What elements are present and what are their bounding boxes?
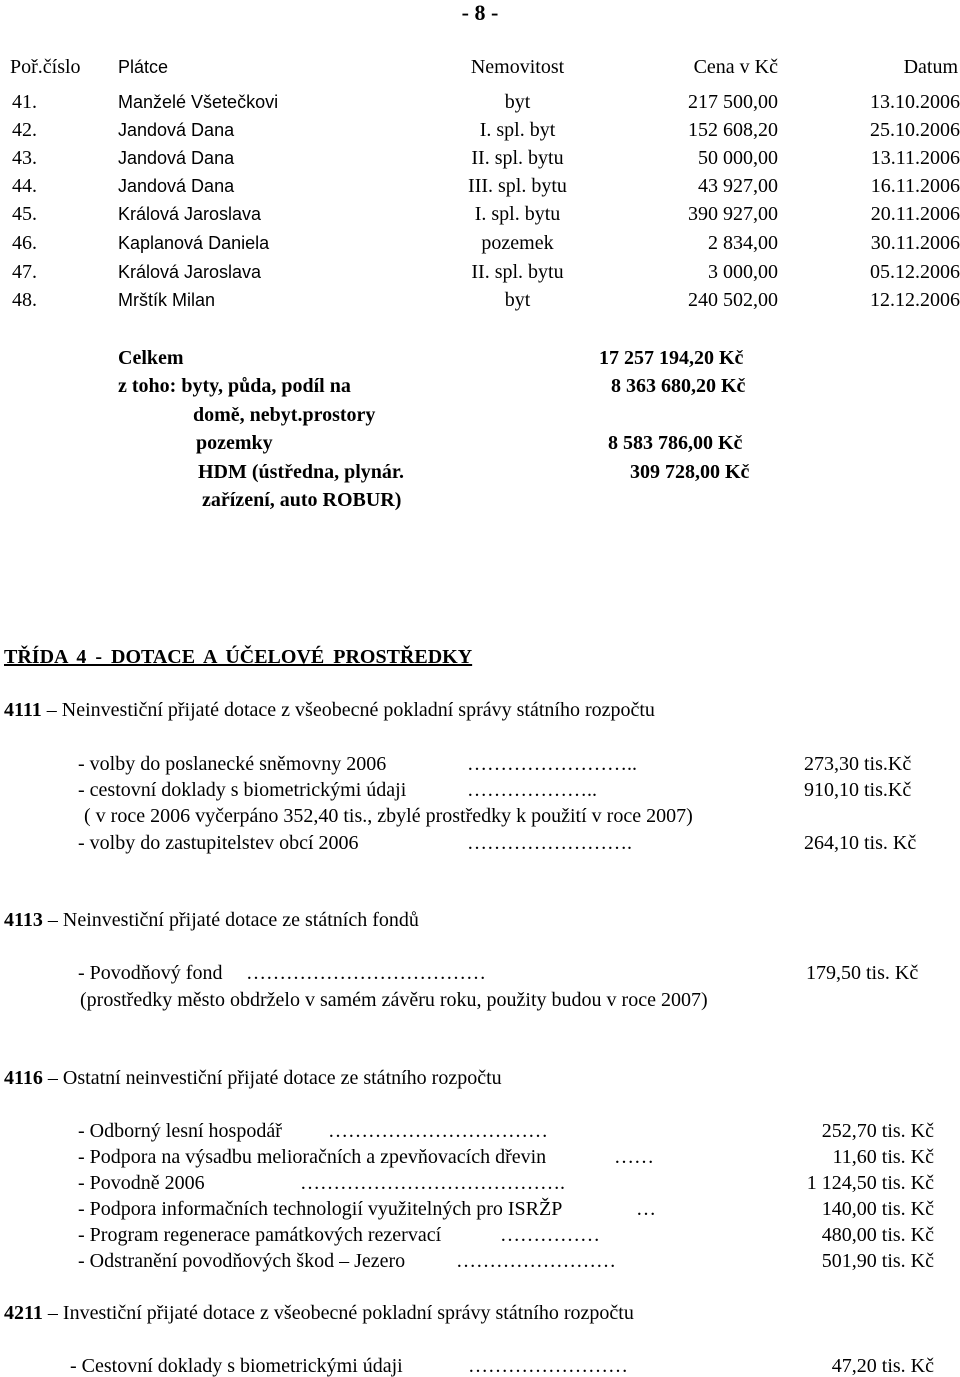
row-date: 30.11.2006 — [870, 232, 960, 254]
row-num: 46. — [12, 232, 37, 254]
section-4111-heading — [4, 700, 655, 720]
section-code: 4116 — [4, 1067, 43, 1089]
item-label: - volby do poslanecké sněmovny 2006 — [78, 753, 387, 775]
dash: – — [47, 1302, 63, 1324]
table-header — [0, 57, 960, 81]
row-date: 25.10.2006 — [870, 119, 960, 141]
header-payer: Plátce — [118, 57, 169, 77]
item-dots: …… — [614, 1146, 654, 1168]
hdm-label-line1: HDM (ústředna, plynár. — [198, 461, 404, 483]
item-value: 47,20 tis. Kč — [831, 1355, 934, 1377]
row-num: 45. — [12, 203, 37, 225]
item-value: 11,60 tis. Kč — [832, 1146, 934, 1168]
flats-label-line1: z toho: byty, půda, podíl na — [118, 375, 351, 397]
section-title: Neinvestiční přijaté dotace z všeobecné pokladní správy státního rozpočtu — [61, 699, 655, 721]
item-value: 1 124,50 tis. Kč — [806, 1172, 934, 1194]
row-price: 240 502,00 — [688, 289, 778, 311]
row-property: III. spl. bytu — [468, 175, 567, 197]
section-title: Neinvestiční přijaté dotace ze státních fondů — [62, 909, 419, 931]
item-label: - cestovní doklady s biometrickými údaji — [78, 779, 407, 801]
row-date: 16.11.2006 — [870, 175, 960, 197]
section-4211-heading — [4, 1303, 634, 1323]
item-value: 179,50 tis. Kč — [806, 962, 919, 984]
land-value: 8 583 786,00 Kč — [608, 432, 743, 454]
row-payer: Jandová Dana — [118, 176, 235, 196]
row-payer: Jandová Dana — [118, 148, 235, 168]
item-label: - Povodňový fond — [78, 962, 223, 984]
item-dots: …………………………… — [328, 1120, 548, 1142]
row-property: I. spl. byt — [479, 119, 556, 141]
item-label: - Podpora informačních technologií využitelných pro ISRŽP — [78, 1198, 563, 1220]
item-dots: …………………………………. — [300, 1172, 565, 1194]
section-title: Investiční přijaté dotace z všeobecné pokladní správy státního rozpočtu — [62, 1302, 634, 1324]
item-label: - Odborný lesní hospodář — [78, 1120, 282, 1142]
item-dots: …………………… — [456, 1250, 616, 1272]
row-date: 12.12.2006 — [870, 289, 960, 311]
row-num: 48. — [12, 289, 37, 311]
item-note: (prostředky město obdrželo v samém závěru roku, použity budou v roce 2007) — [80, 989, 708, 1011]
item-dots: …………………….. — [467, 753, 637, 775]
item-label: - Cestovní doklady s biometrickými údaji — [70, 1355, 403, 1377]
table-row — [0, 290, 960, 314]
section-code: 4211 — [4, 1302, 43, 1324]
row-num: 41. — [12, 91, 37, 113]
total-label: Celkem — [118, 347, 184, 369]
row-property: II. spl. bytu — [471, 147, 564, 169]
row-num: 44. — [12, 175, 37, 197]
section-code: 4111 — [4, 699, 42, 721]
item-dots: ……………………………… — [246, 962, 486, 984]
row-price: 3 000,00 — [708, 261, 778, 283]
item-label: - Program regenerace památkových rezervací — [78, 1224, 442, 1246]
row-date: 13.11.2006 — [870, 147, 960, 169]
header-property: Nemovitost — [470, 56, 565, 78]
header-price: Cena v Kč — [693, 56, 778, 78]
total-value: 17 257 194,20 Kč — [599, 347, 744, 369]
row-property: byt — [504, 289, 531, 311]
row-price: 50 000,00 — [698, 147, 778, 169]
dash: – — [46, 699, 62, 721]
row-property: II. spl. bytu — [471, 261, 564, 283]
row-property: pozemek — [481, 232, 554, 254]
row-num: 43. — [12, 147, 37, 169]
flats-label-line2: domě, nebyt.prostory — [193, 404, 376, 426]
table-row — [0, 120, 960, 144]
row-property: byt — [504, 91, 531, 113]
row-price: 2 834,00 — [708, 232, 778, 254]
row-payer: Králová Jaroslava — [118, 262, 262, 282]
page-number: - 8 - — [461, 0, 499, 25]
section-title: Ostatní neinvestiční přijaté dotace ze státního rozpočtu — [62, 1067, 502, 1089]
class4-heading: TŘÍDA 4 - DOTACE A ÚČELOVÉ PROSTŘEDKY — [4, 646, 473, 668]
row-payer: Kaplanová Daniela — [118, 233, 270, 253]
item-value: 501,90 tis. Kč — [821, 1250, 934, 1272]
item-value: 480,00 tis. Kč — [821, 1224, 934, 1246]
table-row — [0, 262, 960, 286]
item-dots: …………… — [500, 1224, 600, 1246]
row-payer: Králová Jaroslava — [118, 204, 262, 224]
item-dots: … — [636, 1198, 656, 1220]
item-label: - Podpora na výsadbu melioračních a zpevňovacích dřevin — [78, 1146, 547, 1168]
item-label: - volby do zastupitelstev obcí 2006 — [78, 832, 359, 854]
section-code: 4113 — [4, 909, 43, 931]
row-property: I. spl. bytu — [474, 203, 561, 225]
section-4116-heading — [4, 1068, 502, 1088]
row-price: 43 927,00 — [698, 175, 778, 197]
flats-value: 8 363 680,20 Kč — [611, 375, 746, 397]
item-value: 264,10 tis. Kč — [804, 832, 917, 854]
table-row — [0, 204, 960, 228]
hdm-value: 309 728,00 Kč — [630, 461, 750, 483]
row-price: 152 608,20 — [688, 119, 778, 141]
table-row — [0, 176, 960, 200]
item-value: 273,30 tis.Kč — [804, 753, 912, 775]
row-payer: Jandová Dana — [118, 120, 235, 140]
table-row — [0, 148, 960, 172]
dash: – — [47, 1067, 63, 1089]
table-row — [0, 92, 960, 116]
item-value: 910,10 tis.Kč — [804, 779, 912, 801]
row-date: 20.11.2006 — [870, 203, 960, 225]
row-num: 47. — [12, 261, 37, 283]
item-label: - Odstranění povodňových škod – Jezero — [78, 1250, 406, 1272]
section-4113-heading — [4, 910, 419, 930]
table-row — [0, 233, 960, 257]
row-date: 05.12.2006 — [870, 261, 960, 283]
header-date: Datum — [903, 56, 958, 78]
item-value: 140,00 tis. Kč — [821, 1198, 934, 1220]
land-label: pozemky — [196, 432, 273, 454]
item-label: - Povodně 2006 — [78, 1172, 205, 1194]
row-price: 390 927,00 — [688, 203, 778, 225]
row-price: 217 500,00 — [688, 91, 778, 113]
item-dots: …………………… — [468, 1355, 628, 1377]
item-dots: ……………….. — [467, 779, 597, 801]
hdm-label-line2: zařízení, auto ROBUR) — [202, 489, 402, 511]
item-dots: ……………………. — [467, 832, 632, 854]
row-payer: Manželé Všetečkovi — [118, 92, 279, 112]
item-value: 252,70 tis. Kč — [821, 1120, 934, 1142]
header-num: Poř.číslo — [10, 56, 81, 78]
row-date: 13.10.2006 — [870, 91, 960, 113]
row-payer: Mrštík Milan — [118, 290, 216, 310]
dash: – — [47, 909, 63, 931]
row-num: 42. — [12, 119, 37, 141]
item-note: ( v roce 2006 vyčerpáno 352,40 tis., zbylé prostředky k použití v roce 2007) — [84, 805, 693, 827]
